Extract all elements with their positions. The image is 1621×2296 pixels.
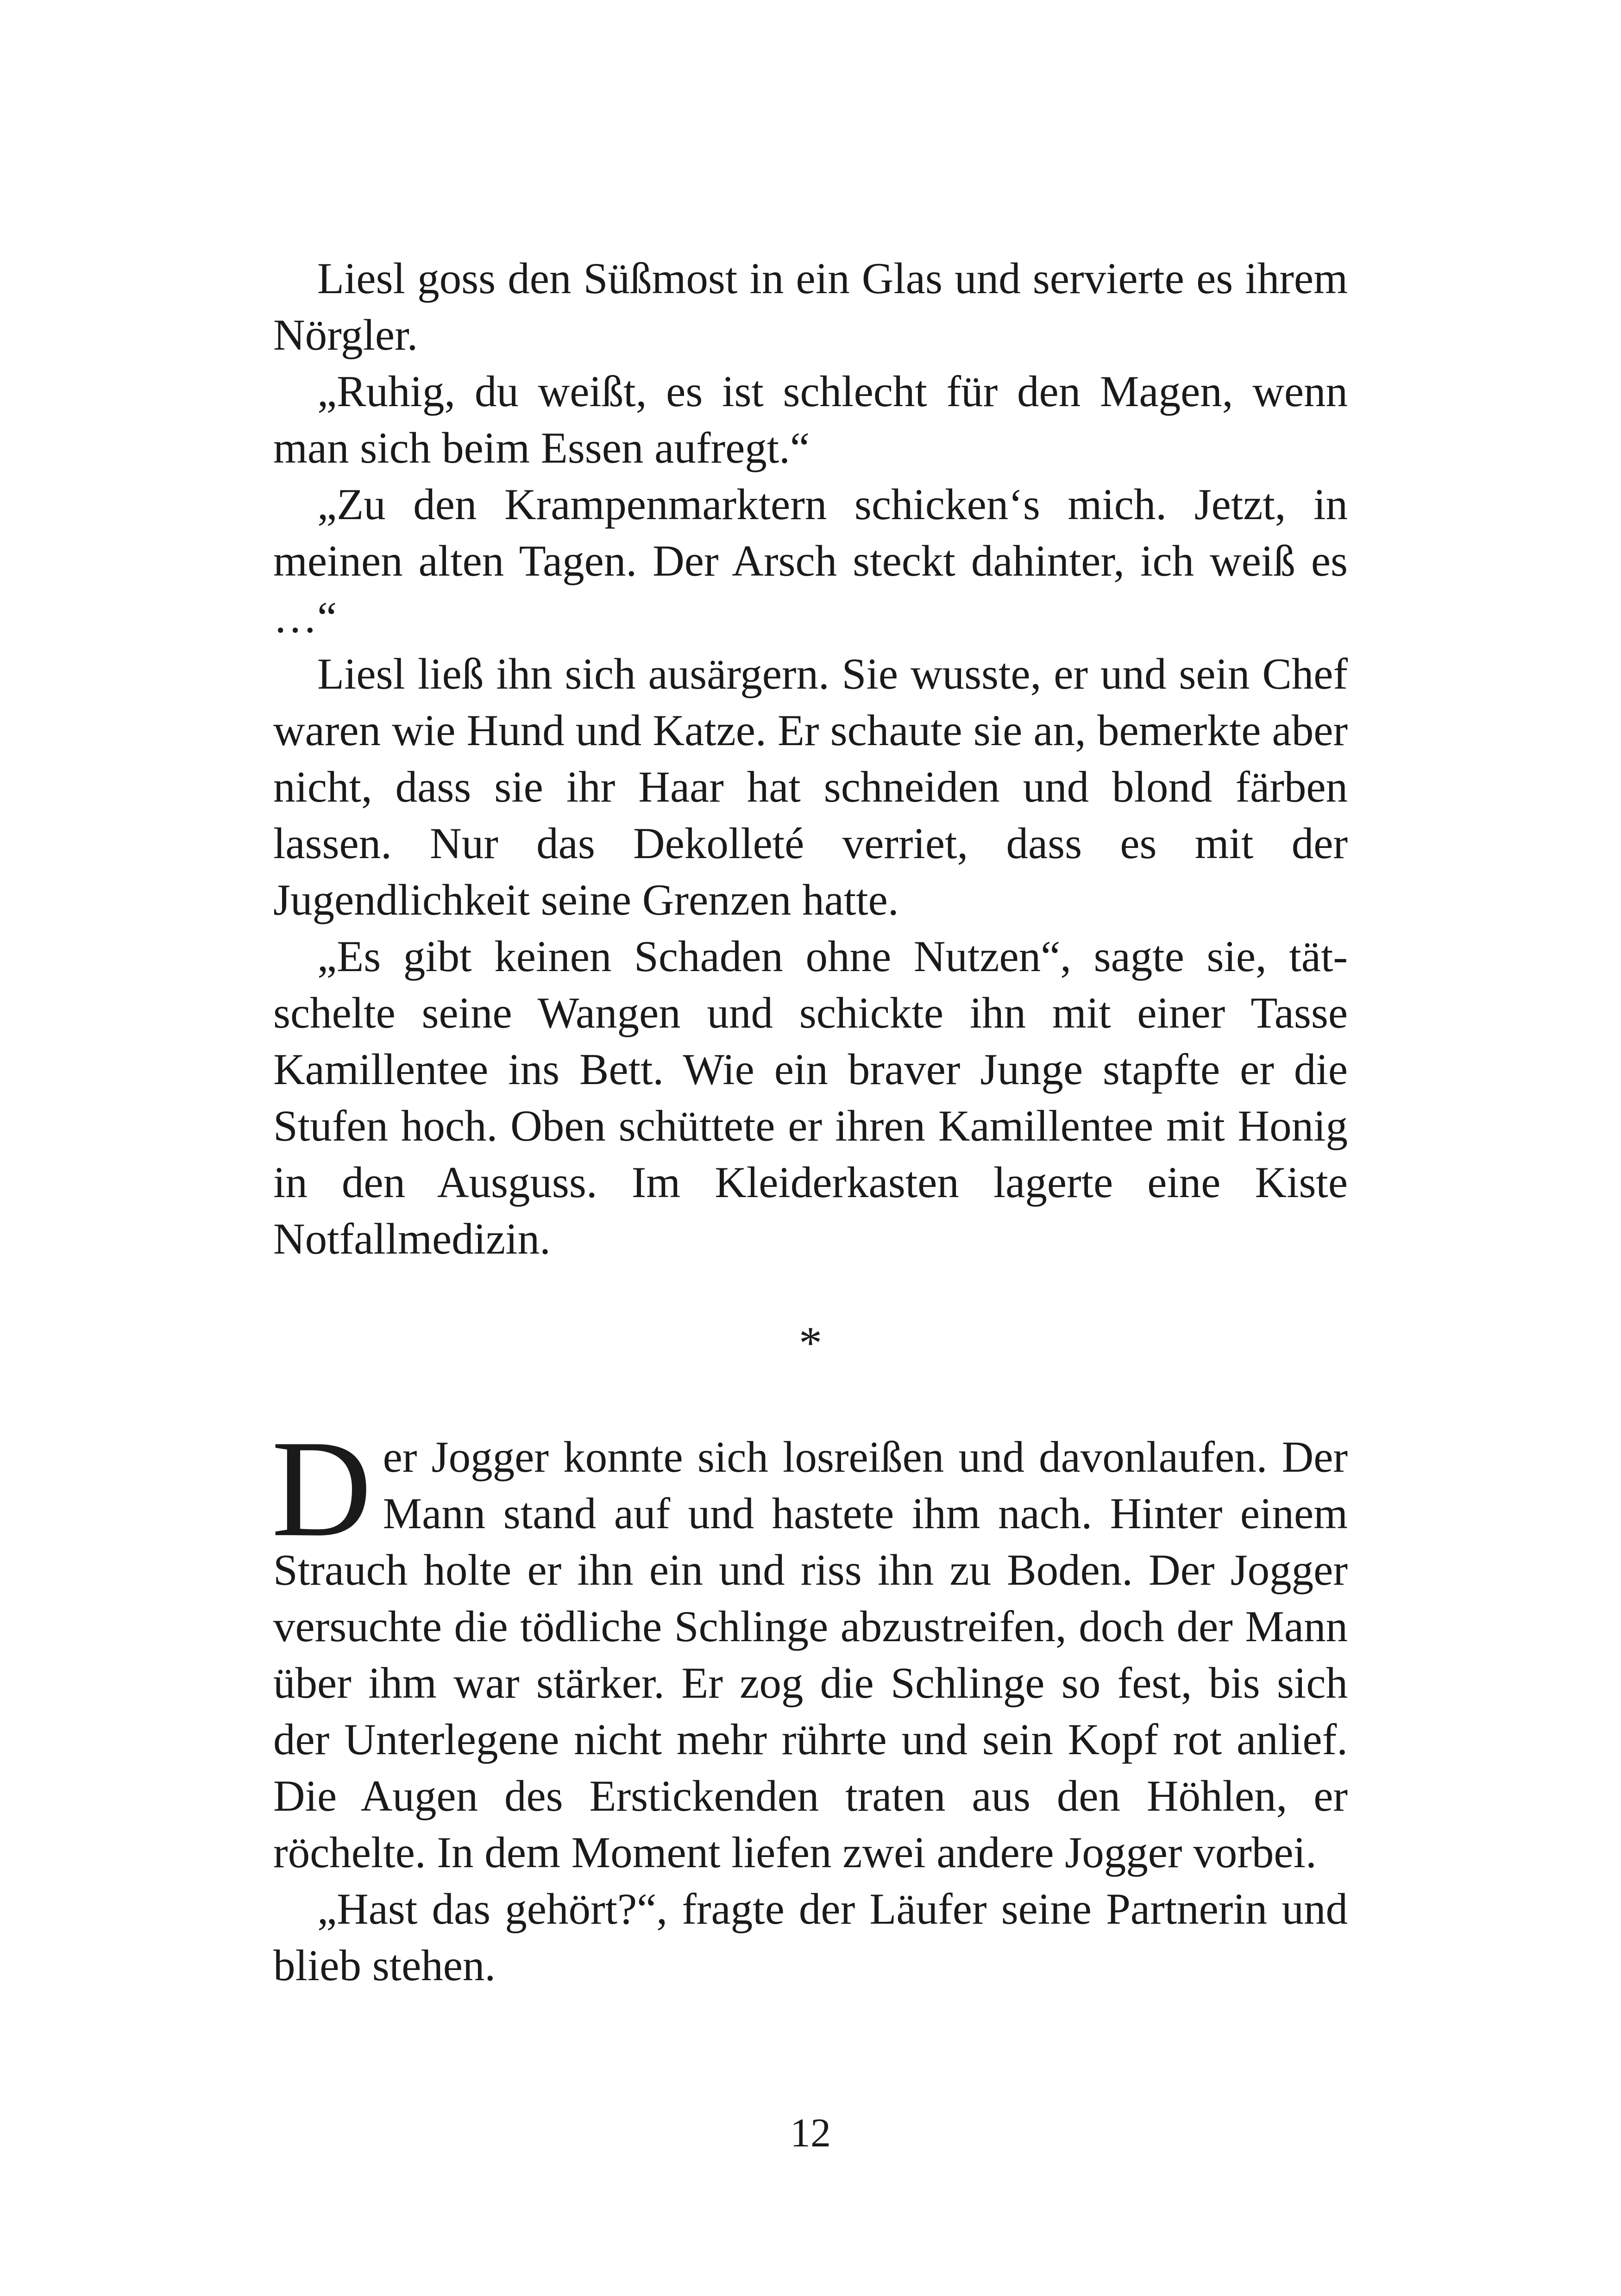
paragraph: „Ruhig, du weißt, es ist schlecht für den Magen, wenn man sich beim Essen aufregt.“ (273, 367, 1348, 472)
paragraph: Liesl goss den Süßmost in ein Glas und servierte es ihrem Nörgler. (273, 254, 1348, 359)
paragraph: Liesl ließ ihn sich ausärgern. Sie wusste, er und sein Chef waren wie Hund und Katze. Er schaute sie an, bemerkte aber nicht, dass sie ihr Haar hat schneiden und blond färben lassen. Nur das Dekolleté verriet, dass es mit der Jugendlichkeit seine Grenzen hatte. (273, 649, 1348, 924)
paragraph: „Es gibt keinen Schaden ohne Nutzen“, sagte sie, tätschelte seine Wangen und schickte ihn mit einer Tasse Kamillentee ins Bett. Wie ein braver Junge stapfte er die Stufen hoch. Oben schüttete er ihren Kamillentee mit Honig in den Ausguss. Im Kleiderkasten lagerte eine Kiste Notfallmedizin. (273, 932, 1348, 1263)
section-separator: * (799, 1317, 822, 1368)
paragraph: „Hast das gehört?“, fragte der Läufer seine Partnerin und blieb stehen. (273, 1884, 1348, 1990)
paragraph: „Zu den Krampenmarktern schicken‘s mich. Jetzt, in meinen alten Tagen. Der Arsch steckt dahinter, ich weiß es …“ (273, 480, 1348, 642)
text-section-1 (273, 250, 1348, 1267)
drop-cap: D (271, 1411, 372, 1565)
text-section-2 (271, 1411, 1348, 1994)
page-number: 12 (790, 2111, 831, 2156)
opening-paragraph (271, 1411, 1348, 1881)
opening-paragraph-text: er Jogger konnte sich losreißen und davonlaufen. Der Mann stand auf und hastete ihm nach. Hinter einem Strauch holte er ihn ein und riss ihn zu Boden. Der Jogger versuchte die tödliche Schlinge abzustreifen, doch der Mann über ihm war stärker. Er zog die Schlinge so fest, bis sich der Unterlegene nicht mehr rührte und sein Kopf rot anlief. Die Augen des Erstickenden traten aus den Höhlen, er röchelte. In dem Moment liefen zwei andere Jogger vorbei. (273, 1432, 1348, 1877)
